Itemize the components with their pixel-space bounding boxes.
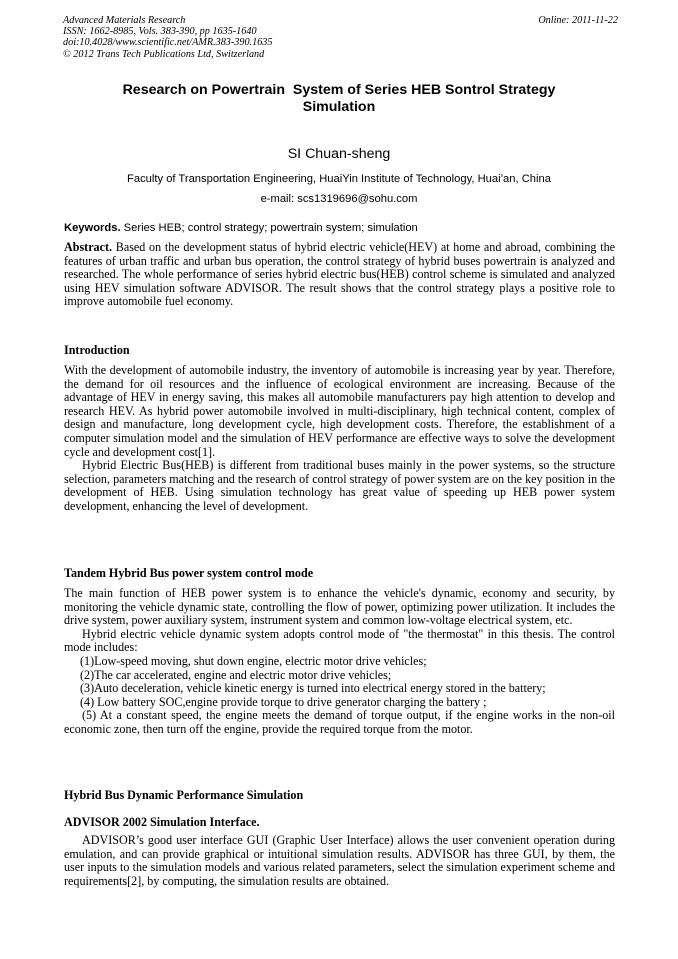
- keywords-label: Keywords.: [64, 222, 121, 234]
- advisor-body: [64, 834, 615, 888]
- section-heading-tandem: Tandem Hybrid Bus power system control mode: [64, 566, 314, 580]
- journal-name: Advanced Materials Research: [63, 15, 186, 26]
- journal-header: [63, 15, 618, 60]
- list-item: (4) Low battery SOC,engine provide torque to drive generator charging the battery ;: [80, 694, 487, 709]
- list-item: (2)The car accelerated, engine and electric motor drive vehicles;: [80, 667, 392, 682]
- doi-line: doi:10.4028/www.scientific.net/AMR.383-390.1635: [63, 37, 273, 49]
- paragraph: ADVISOR’s good user interface GUI (Graphic User Interface) allows the user convenient operation during emulation, and can provide graphical or intuitional simulation results. ADVISOR has three GUI, by them, the user inputs to the simulation models and various related parameters, select the simulation experiment scheme and requirements[2], by computing, the simulation results are obtained.: [64, 833, 615, 888]
- title-line-1: Research on Powertrain System of Series HEB Sontrol Strategy: [122, 82, 556, 98]
- online-date: Online: 2011-11-22: [538, 15, 618, 26]
- keywords-text: Series HEB; control strategy; powertrain system; simulation: [120, 222, 418, 234]
- abstract-text: Based on the development status of hybrid electric vehicle(HEV) at home and abroad, combining the features of urban traffic and urban bus operation, the control strategy of hybrid buses powertrain is analyzed and researched. The whole performance of series hybrid electric bus(HEB) control scheme is simulated and analyzed using HEV simulation software ADVISOR. The result shows that the control strategy plays a positive role to improve automobile fuel economy.: [64, 240, 615, 309]
- author-email: e-mail: scs1319696@sohu.com: [260, 193, 418, 205]
- control-mode-list: [64, 655, 615, 709]
- abstract-label: Abstract.: [64, 240, 113, 254]
- section-heading-dynamic-simulation: Hybrid Bus Dynamic Performance Simulation: [64, 788, 304, 802]
- list-item: (3)Auto deceleration, vehicle kinetic energy is turned into electrical energy stored in the battery;: [80, 681, 546, 696]
- title-line-2: Simulation: [302, 99, 376, 115]
- paragraph: With the development of automobile industry, the inventory of automobile is increasing year by year. Therefore, the demand for oil resources and the influence of ecological environment are increasing. Because of the advantage of HEV in energy saving, this makes all automobile manufacturers pay high attention to develop and research HEV. As hybrid power automobile involved in multi-disciplinary, high technical content, complex of design and manufacture, long development cycle, high development costs. Therefore, the establishment of a computer simulation model and the simulation of HEV performance are effective ways to solve the development cycle and development cost[1].: [64, 363, 615, 459]
- introduction-body: [64, 364, 615, 514]
- issn-line: ISSN: 1662-8985, Vols. 383-390, pp 1635-1640: [63, 26, 257, 38]
- author-affiliation: Faculty of Transportation Engineering, HuaiYin Institute of Technology, Huai’an, China: [127, 173, 551, 185]
- keywords: [64, 222, 616, 234]
- list-item: (5) At a constant speed, the engine meets the demand of torque output, if the engine works in the non-oil economic zone, then turn off the engine, provide the required torque from the motor.: [64, 708, 615, 736]
- author-name: SI Chuan-sheng: [287, 146, 391, 162]
- copyright-line: © 2012 Trans Tech Publications Ltd, Switzerland: [63, 48, 265, 60]
- subsection-heading-advisor: ADVISOR 2002 Simulation Interface.: [64, 815, 260, 829]
- list-item: (1)Low-speed moving, shut down engine, electric motor drive vehicles;: [80, 653, 427, 668]
- section-heading-introduction: Introduction: [64, 343, 130, 357]
- paper-title: [63, 82, 615, 116]
- tandem-body: [64, 587, 615, 737]
- paragraph: Hybrid electric vehicle dynamic system adopts control mode of "the thermostat" in this thesis. The control mode includes:: [64, 626, 615, 655]
- paragraph: The main function of HEB power system is to enhance the vehicle's dynamic, economy and security, by monitoring the vehicle dynamic state, controlling the flow of power, optimizing power utilization. It includes the drive system, power auxiliary system, instrument system and common low-voltage electrical system, etc.: [64, 586, 615, 628]
- abstract: [64, 241, 615, 309]
- paragraph: Hybrid Electric Bus(HEB) is different from traditional buses mainly in the power systems, so the structure selection, parameters matching and the research of control strategy of power system are on the key position in the development of HEB. Using simulation technology has great value of speeding up HEB power system development, enhancing the level of development.: [64, 458, 615, 513]
